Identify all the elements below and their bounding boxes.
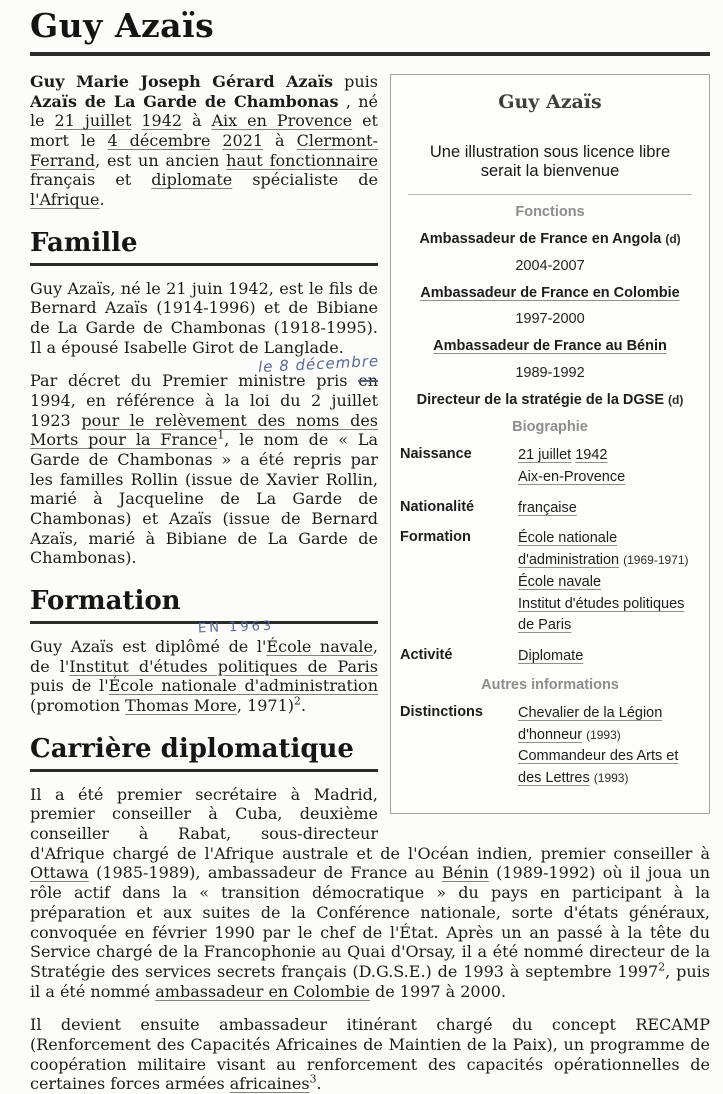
- link[interactable]: Commandeur des Arts et des Lettres: [518, 748, 679, 787]
- text-segment: (1969-1971): [623, 553, 689, 568]
- text-segment: Par décret du Premier ministre pris: [30, 371, 359, 391]
- link[interactable]: haut fonctionnaire: [226, 150, 379, 170]
- link[interactable]: 21 juillet: [518, 447, 572, 464]
- text-segment: [131, 111, 141, 130]
- link[interactable]: École navale: [518, 573, 602, 590]
- link[interactable]: Bénin: [441, 863, 489, 883]
- function-entry: [400, 284, 700, 328]
- link[interactable]: Ambassadeur de France au Bénin: [433, 338, 667, 355]
- text-segment: 1: [217, 429, 225, 443]
- handwritten-annotation-year: EN 1963: [197, 618, 275, 637]
- text-segment: Guy Azaïs est diplômé de l': [30, 637, 267, 657]
- text-segment: Guy Azaïs, né le 21 juin 1942, est le fils de Bernard Azaïs (1914-1996) et de Bibiane de La Garde de Chambonas (1918-1995). Il a épousé Isabelle Girot de Langlade.: [30, 278, 378, 357]
- text-segment: Azaïs de La Garde de Chambonas: [30, 91, 339, 111]
- text-segment: , puis il a été nommé: [30, 961, 710, 1001]
- function-entry: [400, 230, 700, 274]
- text-segment: Guy Marie Joseph Gérard Azaïs: [30, 72, 334, 91]
- row-label: Distinctions: [400, 703, 483, 720]
- infobox-divider: [408, 194, 692, 195]
- function-title: [400, 230, 700, 250]
- link[interactable]: École navale: [266, 637, 373, 657]
- link[interactable]: 21 juillet: [54, 111, 132, 131]
- text-segment: .: [300, 696, 307, 716]
- heading-famille: Famille: [30, 228, 378, 266]
- text-segment: (1989-1992) où il joua un rôle actif dans la « transition démocratique » du pays en participant à la préparation et aux suites de la Conférence nationale, sorte d'états généraux, convoquée en février 1990 par le chef de l'État. Après un an passé à la tête du Service chargé de la Francophonie au Quai d'Orsay, il a été nommé directeur de la Stratégie des services secrets français (D.G.S.E.) de 1993 à septembre 1997: [30, 863, 710, 981]
- link[interactable]: Chevalier de la Légion d'honneur: [518, 704, 663, 743]
- function-title: [400, 284, 700, 304]
- link[interactable]: ambassadeur en Colombie: [155, 981, 370, 1001]
- text-segment: Il a été premier secrétaire à Madrid, premier conseiller à Cuba, deuxième conseiller à Rabat, sous-directeur d'Afrique chargé de l'Afrique australe et de l'Océan indien, premier conseiller à: [30, 784, 710, 863]
- text-segment: 1994, en référence à la loi du 2 juillet 1923: [30, 391, 378, 430]
- row-label: Naissance: [400, 446, 472, 463]
- link[interactable]: africaines: [229, 1074, 310, 1094]
- formation-paragraph-text: [30, 637, 378, 715]
- text-segment: spécialiste de: [232, 170, 379, 190]
- text-segment: (1993): [586, 727, 621, 742]
- link[interactable]: française: [518, 499, 577, 516]
- link[interactable]: Ambassadeur de France en Colombie: [420, 284, 680, 301]
- text-segment: , 1971): [236, 696, 295, 716]
- link[interactable]: 2021: [222, 131, 264, 151]
- row-value: [518, 703, 700, 790]
- text-segment: 2: [294, 694, 301, 708]
- text-segment: puis de l': [30, 676, 109, 696]
- link[interactable]: 1942: [575, 447, 608, 464]
- link[interactable]: 4 décembre: [107, 131, 211, 151]
- carriere-paragraph-1: [30, 785, 710, 1001]
- famille-paragraph-2: [30, 352, 710, 568]
- page-title: Guy Azaïs: [30, 6, 710, 56]
- heading-formation: Formation: [30, 586, 378, 624]
- text-segment: français et: [30, 170, 152, 190]
- text-segment: [210, 131, 222, 150]
- link[interactable]: Aix-en-Provence: [518, 468, 626, 485]
- famille-paragraph-2-text: [30, 371, 378, 567]
- row-label: Nationalité: [400, 498, 475, 515]
- text-segment: en: [358, 371, 378, 391]
- link[interactable]: Aix en Provence: [211, 111, 353, 131]
- row-label: Formation: [400, 529, 471, 546]
- text-segment: puis: [333, 72, 378, 91]
- link[interactable]: École nationale d'administration: [108, 676, 378, 696]
- text-segment: Directeur de la stratégie de la DGSE: [416, 391, 665, 408]
- text-segment: 3: [309, 1072, 317, 1086]
- heading-carriere-diplomatique: Carrière diplomatique: [30, 734, 378, 772]
- text-segment: , est un ancien: [95, 150, 227, 170]
- formation-paragraph: [30, 618, 710, 716]
- link[interactable]: Institut d'études politiques de Paris: [518, 595, 685, 634]
- text-segment: , né le: [30, 91, 379, 131]
- text-segment: (promotion: [30, 696, 126, 716]
- row-label: Activité: [400, 647, 453, 664]
- text-segment: 2: [658, 960, 666, 974]
- text-segment: Ambassadeur de France en Angola: [419, 230, 662, 247]
- link[interactable]: Diplomate: [518, 648, 584, 665]
- handwritten-annotation-date: le 8 décembre: [257, 352, 380, 377]
- link[interactable]: Clermont-Ferrand: [30, 131, 379, 170]
- text-segment: Il devient ensuite ambassadeur itinérant chargé du concept RECAMP (Renforcement des Capacités Africaines de Maintien de la Paix), un programme de coopération militaire visant au renforcement des capacités opérationnelles de certaines forces armées: [30, 1015, 710, 1094]
- link[interactable]: pour le relèvement des noms des Morts pour la France: [30, 410, 378, 450]
- text-segment: .: [99, 190, 105, 210]
- text-segment: (d): [665, 231, 681, 246]
- text-segment: de 1997 à 2000.: [369, 981, 507, 1001]
- infobox-section-autres-informations: Autres informations: [481, 676, 619, 693]
- text-segment: , de l': [30, 637, 379, 676]
- function-years: 1989-1992: [515, 364, 585, 381]
- text-segment: et mort le: [30, 111, 378, 151]
- link[interactable]: Institut d'études politiques de Paris: [69, 656, 379, 676]
- text-segment: (1993): [593, 771, 629, 786]
- infobox-image-placeholder: Une illustration sous licence libre serait la bienvenue: [429, 143, 671, 181]
- link[interactable]: l'Afrique: [30, 190, 100, 210]
- infobox-section-biographie: Biographie: [512, 419, 588, 436]
- text-segment: .: [316, 1074, 322, 1094]
- text-segment: (1985-1989), ambassadeur de France au: [88, 863, 442, 883]
- carriere-paragraph-2: [30, 1015, 710, 1094]
- link[interactable]: École nationale d'administration: [518, 530, 620, 569]
- text-segment: à: [182, 111, 212, 131]
- function-years: 2004-2007: [515, 257, 585, 274]
- infobox-section-fonctions: Fonctions: [515, 203, 585, 220]
- text-segment: (d): [668, 392, 684, 407]
- text-segment: à: [263, 131, 297, 151]
- link[interactable]: Ottawa: [30, 863, 89, 883]
- infobox-row-distinctions: [400, 703, 700, 790]
- function-title: [400, 337, 700, 357]
- link[interactable]: diplomate: [151, 170, 233, 190]
- link[interactable]: Thomas More: [125, 696, 237, 716]
- infobox-title: Guy Azaïs: [498, 91, 602, 113]
- text-segment: , le nom de « La Garde de Chambonas » a été repris par les familles Rollin (issue de Xavier Rollin, marié à Jacqueline de La Garde de Chambonas) et Azaïs (issue de Bernard Azaïs, marié à Bibiane de La Garde de Chambonas).: [30, 430, 378, 568]
- function-years: 1997-2000: [515, 311, 585, 328]
- link[interactable]: 1942: [141, 111, 183, 131]
